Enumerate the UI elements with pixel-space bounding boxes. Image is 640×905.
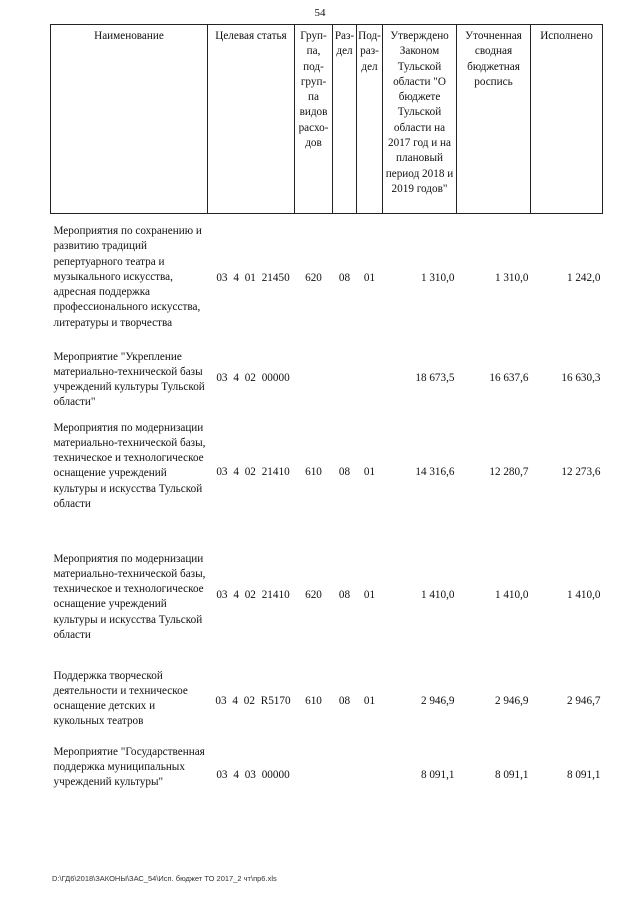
row-name: Мероприятия по модернизации материально-технической базы, техническое и технологическое оснащение учреждений культуры и искусства Тульской области [53, 421, 206, 510]
row-target: 03 4 01 21450 [216, 272, 290, 285]
header-section: Раз-дел [333, 25, 357, 214]
page-number: 54 [314, 7, 326, 19]
row-approved: 1 310,0 [420, 272, 455, 285]
row-approved: 1 410,0 [420, 589, 455, 602]
row-section [333, 344, 357, 415]
row-name: Поддержка творческой деятельности и техническое оснащение детских и кукольных театров [53, 669, 188, 728]
row-section: 08 [338, 272, 351, 285]
row-group: 620 [305, 272, 322, 285]
header-target: Целевая статья [208, 25, 295, 214]
row-subsection: 01 [363, 272, 376, 285]
header-executed: Исполнено [531, 25, 603, 214]
row-subsection [357, 344, 383, 415]
row-target: 03 4 03 00000 [216, 768, 290, 781]
row-executed: 12 273,6 [561, 466, 601, 479]
row-name: Мероприятия по модернизации материально-технической базы, техническое и технологическое оснащение учреждений культуры и искусства Тульской области [53, 552, 206, 641]
row-executed: 8 091,1 [566, 768, 601, 781]
row-name: Мероприятие "Государственная поддержка муниципальных учреждений культуры" [53, 745, 205, 789]
row-target: 03 4 02 R5170 [215, 694, 291, 707]
row-subsection: 01 [363, 589, 376, 602]
row-group [295, 743, 333, 809]
row-section [333, 743, 357, 809]
table-row [51, 532, 603, 661]
row-section: 08 [338, 466, 351, 479]
row-executed: 1 242,0 [566, 272, 601, 285]
row-target: 03 4 02 21410 [216, 589, 290, 602]
row-name: Мероприятия по сохранению и развитию традиций репертуарного театра и музыкального искусства, адресная поддержка профессионального искусства, литературы и творчества [53, 225, 202, 329]
budget-table [50, 24, 603, 809]
table-row [51, 661, 603, 743]
row-approved: 14 316,6 [415, 466, 455, 479]
row-refined: 8 091,1 [494, 768, 529, 781]
table-header-row [51, 25, 603, 214]
row-group [295, 344, 333, 415]
row-approved: 18 673,5 [415, 372, 455, 385]
row-approved: 8 091,1 [420, 768, 455, 781]
footer-file-path: D:\ГД6\2018\ЗАКОНЫ\ЗАС_54\Исп. бюджет ТО 2017_2 чт\пр6.xls [52, 874, 277, 883]
row-group: 610 [305, 694, 322, 707]
table-row [51, 214, 603, 344]
row-section: 08 [338, 589, 351, 602]
row-executed: 1 410,0 [566, 589, 601, 602]
table-row [51, 415, 603, 532]
row-group: 620 [305, 589, 322, 602]
header-name: Наименование [51, 25, 208, 214]
row-executed: 16 630,3 [561, 372, 601, 385]
row-approved: 2 946,9 [420, 694, 455, 707]
row-subsection: 01 [363, 466, 376, 479]
row-name: Мероприятие "Укрепление материально-технической базы учреждений культуры Тульской области" [53, 350, 205, 409]
row-refined: 12 280,7 [489, 466, 529, 479]
table-row [51, 743, 603, 809]
header-refined: Уточненная сводная бюджетная роспись [457, 25, 531, 214]
table-row [51, 344, 603, 415]
row-refined: 1 410,0 [494, 589, 529, 602]
row-refined: 2 946,9 [494, 694, 529, 707]
row-group: 610 [305, 466, 322, 479]
row-refined: 1 310,0 [494, 272, 529, 285]
row-section: 08 [338, 694, 351, 707]
row-refined: 16 637,6 [489, 372, 529, 385]
header-group: Груп-па, под-груп-па видов расхо-дов [295, 25, 333, 214]
header-subsection: Под-раз-дел [357, 25, 383, 214]
row-subsection [357, 743, 383, 809]
row-target: 03 4 02 21410 [216, 466, 290, 479]
row-target: 03 4 02 00000 [216, 372, 290, 385]
header-approved: Утверждено Законом Тульской области "О бюджете Тульской области на 2017 год и на плановый период 2018 и 2019 годов" [383, 25, 457, 214]
row-subsection: 01 [363, 694, 376, 707]
row-executed: 2 946,7 [566, 694, 601, 707]
